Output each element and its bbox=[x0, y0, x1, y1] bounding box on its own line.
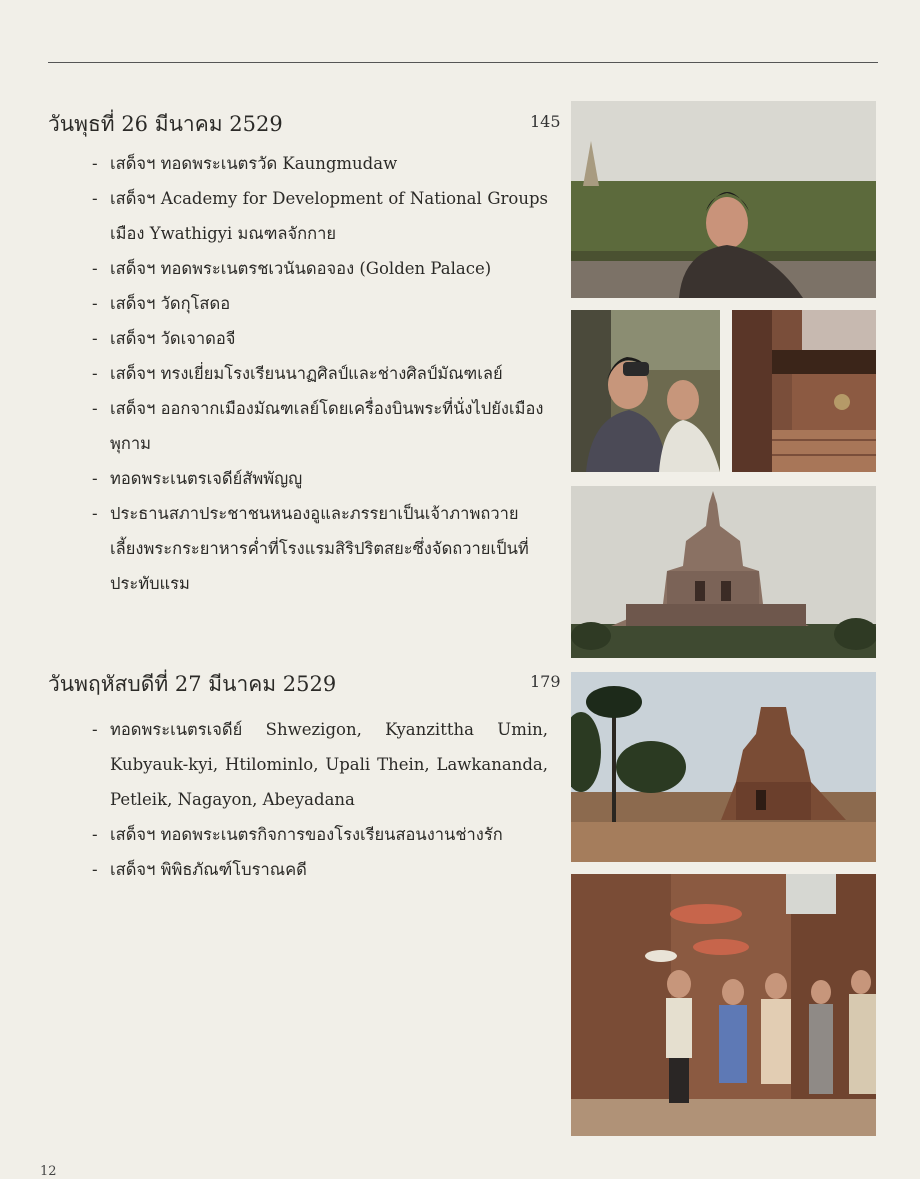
itinerary-item: - เสด็จฯ ทอดพระเนตรวัด Kaungmudaw bbox=[48, 146, 548, 181]
photo-woman-at-temple bbox=[571, 101, 876, 298]
itinerary-item: - เสด็จฯ วัดกุโสดอ bbox=[48, 286, 548, 321]
photo-palms-temple bbox=[571, 672, 876, 862]
itinerary-item: - เสด็จฯ ทอดพระเนตรชเวนันดอจอง (Golden Palace) bbox=[48, 251, 548, 286]
itinerary-item: - ทอดพระเนตรเจดีย์ Shwezigon, Kyanzittha Umin, Kubyauk-kyi, Htilominlo, Upali Thein, Lawkananda, Petleik, Nagayon, Abeyadana bbox=[48, 712, 548, 817]
day-photo-number: 179 bbox=[530, 672, 561, 691]
photo-palace-interior bbox=[732, 310, 876, 472]
photo-woman-binoculars bbox=[571, 310, 720, 472]
top-rule bbox=[48, 62, 878, 63]
itinerary-item: - เสด็จฯ ออกจากเมืองมัณฑเลย์โดยเครื่องบินพระที่นั่งไปยังเมืองพุกาม bbox=[48, 391, 548, 461]
day-section-2 bbox=[48, 668, 561, 887]
day-title: วันพุธที่ 26 มีนาคม 2529 bbox=[48, 112, 283, 136]
itinerary-item: - เสด็จฯ พิพิธภัณฑ์โบราณคดี bbox=[48, 852, 548, 887]
itinerary-item: - เสด็จฯ ทรงเยี่ยมโรงเรียนนาฏศิลป์และช่างศิลป์มัณฑเลย์ bbox=[48, 356, 548, 391]
day-section-1 bbox=[48, 108, 561, 601]
itinerary-item: - เสด็จฯ Academy for Development of National Groups เมือง Ywathigyi มณฑลจักกาย bbox=[48, 181, 548, 251]
itinerary-item: - เสด็จฯ ทอดพระเนตรกิจการของโรงเรียนสอนงานช่างรัก bbox=[48, 817, 548, 852]
photo-group-umbrellas bbox=[571, 874, 876, 1136]
day-photo-number: 145 bbox=[530, 112, 561, 131]
photo-temple-spire bbox=[571, 486, 876, 658]
page-number: 12 bbox=[40, 1164, 57, 1179]
itinerary-item: - ประธานสภาประชาชนหนองอูและภรรยาเป็นเจ้าภาพถวายเลี้ยงพระกระยาหารค่ำที่โรงแรมสิริปริตสยะซึ่งจัดถวายเป็นที่ประทับแรม bbox=[48, 496, 548, 601]
itinerary-item: - ทอดพระเนตรเจดีย์สัพพัญญู bbox=[48, 461, 548, 496]
itinerary-item: - เสด็จฯ วัดเจาดอจี bbox=[48, 321, 548, 356]
day-title: วันพฤหัสบดีที่ 27 มีนาคม 2529 bbox=[48, 672, 337, 696]
